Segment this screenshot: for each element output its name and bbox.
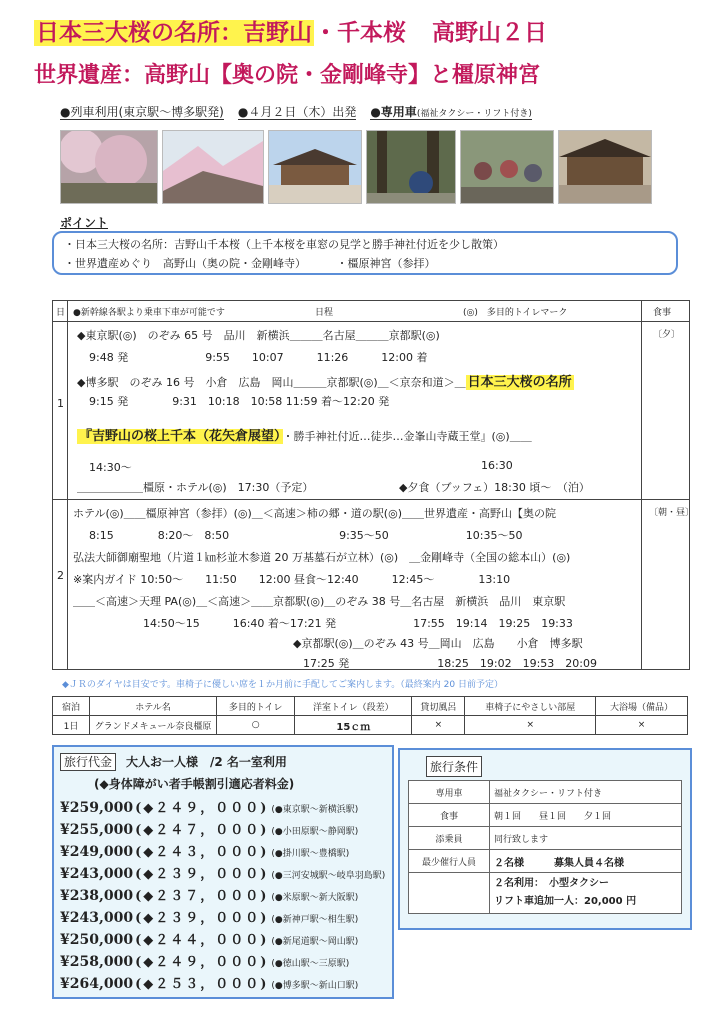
jr-note: ◆ＪＲのダイヤは目安です。車椅子に優しい席を１か月前に手配してご案内します。（最終案内 20 日前予定） xyxy=(62,680,503,690)
hotel-table xyxy=(52,696,688,735)
discount-price: (◆２４３，０００) xyxy=(135,845,269,860)
schedule-times: 17:25 発 18:25 19:02 19:53 20:09 xyxy=(303,657,597,670)
day-number: 2 xyxy=(57,569,64,582)
points-box xyxy=(52,231,678,275)
price: ¥255,000 xyxy=(60,822,134,838)
price-row xyxy=(60,885,358,904)
header-toilet-mark: (◎) 多目的トイレマーク xyxy=(463,308,568,318)
discount-price: (◆２３７，０００) xyxy=(135,889,269,904)
tour-duration: 高野山２日 xyxy=(432,20,547,46)
day-meal: 〔朝・昼〕 xyxy=(649,508,695,518)
boarding-route: (●掛川駅〜豊橋駅) xyxy=(271,849,350,859)
table-row: 専用車 福祉タクシー・リフト付き xyxy=(409,781,682,804)
schedule-times: 9:15 発 9:31 10:18 10:58 11:59 着〜12:20 発 xyxy=(89,395,390,408)
boarding-route: (●新尾道駅〜岡山駅) xyxy=(271,937,359,947)
train-condition: ●列車利用(東京駅〜博多駅発) xyxy=(60,105,224,119)
table-row: 食事 朝１回 昼１回 夕１回 xyxy=(409,804,682,827)
boarding-route: (●新神戸駅〜相生駅) xyxy=(271,915,359,925)
kongobuji-temple-photo xyxy=(558,130,652,204)
schedule-times: 14:50〜15 16:40 着〜17:21 発 17:55 19:14 19:25 19:33 xyxy=(143,617,573,630)
price: ¥264,000 xyxy=(60,976,134,992)
cherry-blossom-hillside-photo xyxy=(60,130,158,204)
price: ¥258,000 xyxy=(60,954,134,970)
departure-date: ●４月２日（木）出発 xyxy=(237,105,357,119)
header-meal: 食事 xyxy=(653,308,672,318)
yoshino-row: 『吉野山の桜上千本（花矢倉展望） ・勝手神社付近…徒歩…金峯山寺蔵王堂』(◎)＿＿ xyxy=(79,429,532,444)
title-highlight: 日本三大桜の名所：吉野山 xyxy=(36,20,312,46)
title-rest: ・千本桜 xyxy=(314,20,406,46)
boarding-route: (●小田原駅〜静岡駅) xyxy=(271,827,359,837)
itinerary-table xyxy=(52,300,695,670)
price: ¥243,000 xyxy=(60,910,134,926)
price-row xyxy=(60,907,358,926)
price: ¥250,000 xyxy=(60,932,134,948)
point-item: ・日本三大桜の名所：吉野山千本桜（上千本桜を車窓の見学と勝手神社付近を少し散策） xyxy=(64,238,504,251)
price-row xyxy=(60,973,358,992)
boarding-route: (●徳山駅〜三原駅) xyxy=(271,959,350,969)
travel-conditions-box xyxy=(398,748,692,930)
day-number: 1 xyxy=(57,397,64,410)
page-title xyxy=(34,14,547,47)
boarding-route: (●三河安城駅〜岐阜羽島駅) xyxy=(271,871,386,881)
header-day: 日 xyxy=(56,308,66,318)
discount-price: (◆２３９，０００) xyxy=(135,867,269,882)
travel-conditions-tag: 旅行条件 xyxy=(426,756,482,777)
price-row xyxy=(60,841,349,860)
table-row: 添乗員 同行致します xyxy=(409,827,682,850)
schedule-times: 8:15 8:20〜 8:50 9:35〜50 10:35〜50 xyxy=(89,529,523,542)
schedule-row: ホテル(◎)＿＿橿原神宮（参拝）(◎)＿＜高速＞柿の郷・道の駅(◎)＿＿世界遺産・高野山【奥の院 xyxy=(73,507,556,520)
discount-price: (◆２４４，０００) xyxy=(135,933,269,948)
schedule-row: 弘法大師御廟聖地（片道１㎞杉並木参道 20 万基墓石が立林）(◎) ＿金剛峰寺（全国の総本山）(◎) xyxy=(73,551,571,564)
wheelchair-group-photo xyxy=(460,130,554,204)
point-item: ・世界遺産めぐり 高野山（奥の院・金剛峰寺） ・橿原神宮（参拝） xyxy=(64,257,436,270)
schedule-row: ＿＿＿＿＿＿橿原・ホテル(◎) 17:30（予定） xyxy=(77,481,314,494)
schedule-times: ※案内ガイド 10:50〜 11:50 12:00 昼食〜12:40 12:45〜 13:10 xyxy=(73,573,511,586)
header-schedule: 日程 xyxy=(315,308,334,318)
discount-price: (◆２４９，０００) xyxy=(135,801,269,816)
discount-price: (◆２５３，０００) xyxy=(135,977,269,992)
discount-price: (◆２４９，０００) xyxy=(135,955,269,970)
car-condition: ●専用車(福祉タクシー・リフト付き) xyxy=(370,105,532,119)
table-row: ２名利用： 小型タクシー リフト車追加一人：20,000 円 xyxy=(409,873,682,914)
table-row: 最少催行人員 ２名様 募集人員４名様 xyxy=(409,850,682,873)
boarding-route: (●米原駅〜新大阪駅) xyxy=(271,893,359,903)
price-row xyxy=(60,951,349,970)
boarding-route: (●博多駅〜新山口駅) xyxy=(271,981,359,991)
okunoin-cedar-path-photo xyxy=(366,130,456,204)
price: ¥259,000 xyxy=(60,800,134,816)
pricing-box xyxy=(52,745,394,999)
schedule-row: ◆京都駅(◎)＿のぞみ 43 号＿岡山 広島 小倉 博多駅 xyxy=(293,637,583,650)
table-row: 1日 グランドメキュール奈良橿原 ○ 15ｃｍ × × × xyxy=(53,716,688,735)
dinner-row: ◆夕食（ブッフェ）18:30 頃〜 （泊） xyxy=(399,481,590,494)
schedule-row: ◆博多駅 のぞみ 16 号 小倉 広島 岡山＿＿＿京都駅(◎)＿＜京奈和道＞＿ 日本三大桜の名所 xyxy=(77,375,572,390)
discount-note: (◆身体障がい者手帳割引適応者料金) xyxy=(94,777,295,791)
kashihara-shrine-photo xyxy=(268,130,362,204)
price-row xyxy=(60,863,385,882)
schedule-times: 14:30〜 xyxy=(89,461,132,474)
table-header-row: 宿泊 ホテル名 多目的トイレ 洋室トイレ（段差） 貸切風呂 車椅子にやさしい部屋 大浴場（備品） xyxy=(53,697,688,716)
price-row xyxy=(60,819,358,838)
points-label: ポイント xyxy=(60,216,109,230)
price: ¥249,000 xyxy=(60,844,134,860)
cherry-blossom-valley-photo xyxy=(162,130,264,204)
day-meal: 〔夕〕 xyxy=(653,330,681,340)
schedule-row: ＿＿＜高速＞天理 PA(◎)＿＜高速＞＿＿京都駅(◎)＿のぞみ 38 号＿名古屋 新横浜 品川 東京駅 xyxy=(73,595,566,608)
header-note: ●新幹線各駅より乗車下車が可能です xyxy=(73,308,225,318)
price: ¥243,000 xyxy=(60,866,134,882)
price: ¥238,000 xyxy=(60,888,134,904)
page-subtitle: 世界遺産：高野山【奥の院・金剛峰寺】と橿原神宮 xyxy=(34,63,541,88)
schedule-row: ◆東京駅(◎) のぞみ 65 号 品川 新横浜＿＿＿名古屋＿＿＿京都駅(◎) xyxy=(77,329,440,342)
schedule-times: 9:48 発 9:55 10:07 11:26 12:00 着 xyxy=(89,351,428,364)
price-row xyxy=(60,797,358,816)
pricing-header: 旅行代金 大人お一人様 /2 名一室利用 xyxy=(60,753,287,770)
schedule-times: 16:30 xyxy=(481,459,513,472)
discount-price: (◆２３９，０００) xyxy=(135,911,269,926)
discount-price: (◆２４７，０００) xyxy=(135,823,269,838)
price-row xyxy=(60,929,358,948)
tour-conditions-line xyxy=(60,103,546,120)
travel-conditions-table xyxy=(408,780,682,914)
boarding-route: (●東京駅〜新横浜駅) xyxy=(271,805,359,815)
